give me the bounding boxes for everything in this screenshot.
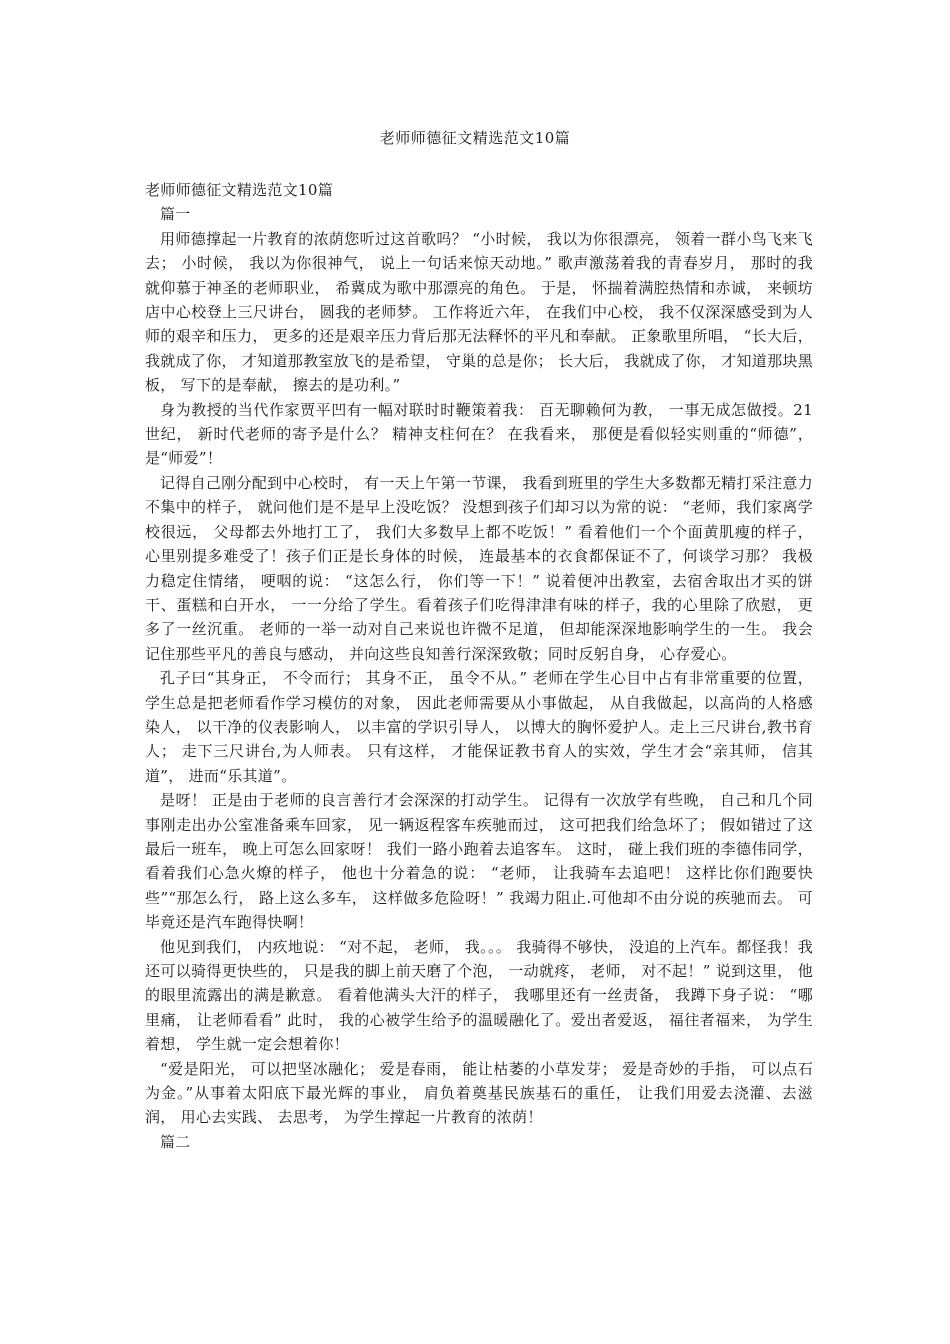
document-subtitle: 老师师德征文精选范文10篇: [145, 181, 333, 199]
paragraph-5: 是呀！ 正是由于老师的良言善行才会深深的打动学生。 记得有一次放学有些晚， 自己和几个同事刚走出办公室准备乘车回家， 见一辆返程客车疾驰而过， 这可把我们给急坏了； 假如错过了这最后一班车， 晚上可怎么回家呀！ 我们一路小跑着去追客车。 这时， 碰上我们班的李德伟同学， 看着我们心急火燎的样子， 他也十分着急的说： “老师， 让我骑车去追吧！ 这样比你们跑要快些”“那怎么行， 路上这么多车， 这样做多危险呀！” 我竭力阻止.可他却不由分说的疾驰而去。 可毕竟还是汽车跑得快啊！: [145, 791, 813, 932]
paragraph-4: 孔子曰“其身正， 不令而行； 其身不正， 虽令不从。” 老师在学生心目中占有非常重要的位置， 学生总是把老师看作学习模仿的对象， 因此老师需要从小事做起， 从自我做起，以高尚的人格感染人， 以干净的仪表影响人， 以丰富的学识引导人， 以博大的胸怀爱护人。走上三尺讲台,教书育人； 走下三尺讲台,为人师表。 只有这样， 才能保证教书育人的实效，学生才会“亲其师， 信其道”， 进而“乐其道”。: [145, 669, 813, 785]
document-body: [145, 178, 813, 1154]
paragraph-7: “爱是阳光， 可以把坚冰融化； 爱是春雨， 能让枯萎的小草发芽； 爱是奇妙的手指， 可以点石为金。”从事着太阳底下最光辉的事业， 肩负着奠基民族基石的重任， 让我们用爱去浇灌、去滋润， 用心去实践、 去思考， 为学生撑起一片教育的浓荫！: [145, 1059, 813, 1127]
paragraph-1: 用师德撑起一片教育的浓荫您听过这首歌吗？ “小时候， 我以为你很漂亮， 领着一群小鸟飞来飞去； 小时候， 我以为你很神气， 说上一句话来惊天动地。” 歌声激荡着我的青春岁月， 那时的我就仰慕于神圣的老师职业， 希冀成为歌中那漂亮的角色。 于是， 怀揣着满腔热情和赤诚， 来顿坊店中心校登上三尺讲台， 圆我的老师梦。 工作将近六年， 在我们中心校， 我不仅深深感受到为人师的艰辛和压力， 更多的还是艰辛压力背后那无法释怀的平凡和奉献。 正象歌里所唱， “长大后， 我就成了你， 才知道那教室放飞的是希望， 守巢的总是你； 长大后， 我就成了你， 才知道那块黑板， 写下的是奉献， 擦去的是功利。”: [145, 229, 813, 395]
paragraph-2: 身为教授的当代作家贾平凹有一幅对联时时鞭策着我： 百无聊赖何为教， 一事无成怎做授。21 世纪， 新时代老师的寄予是什么？ 精神支柱何在？ 在我看来， 那便是看似轻实则重的“师德”， 是“师爱”！: [145, 400, 813, 468]
document-title: 老师师德征文精选范文10篇: [379, 129, 571, 147]
paragraph-3: 记得自己刚分配到中心校时， 有一天上午第一节课， 我看到班里的学生大多数都无精打采注意力不集中的样子， 就问他们是不是早上没吃饭？ 没想到孩子们却习以为常的说： “老师，我们家离学校很远， 父母都去外地打工了， 我们大多数早上都不吃饭！” 看着他们一个个面黄肌瘦的样子， 心里别提多难受了！孩子们正是长身体的时候， 连最基本的衣食都保证不了，何谈学习那？ 我极力稳定住情绪， 哽咽的说： “这怎么行， 你们等一下！” 说着便冲出教室，去宿舍取出才买的饼干、蛋糕和白开水， 一一分给了学生。看着孩子们吃得津津有味的样子，我的心里除了欣慰， 更多了一丝沉重。 老师的一举一动对自己来说也许微不足道， 但却能深深地影响学生的一生。 我会记住那些平凡的善良与感动， 并向这些良知善行深深致敬；同时反躬自身， 心存爱心。: [145, 473, 813, 663]
section-heading-two: 篇二: [160, 1132, 191, 1151]
paragraph-6: 他见到我们， 内疚地说： “对不起， 老师， 我。。。 我骑得不够快， 没追的上汽车。都怪我！我还可以骑得更快些的， 只是我的脚上前天磨了个泡， 一动就疼， 老师， 对不起！” 说到这里， 他的眼里流露出的满是歉意。 看着他满头大汗的样子， 我哪里还有一丝责备， 我蹲下身子说： “哪里痛， 让老师看看” 此时， 我的心被学生给予的温暖融化了。爱出者爱返， 福往者福来， 为学生着想， 学生就一定会想着你！: [145, 937, 813, 1054]
section-heading-one: 篇一: [160, 205, 191, 224]
